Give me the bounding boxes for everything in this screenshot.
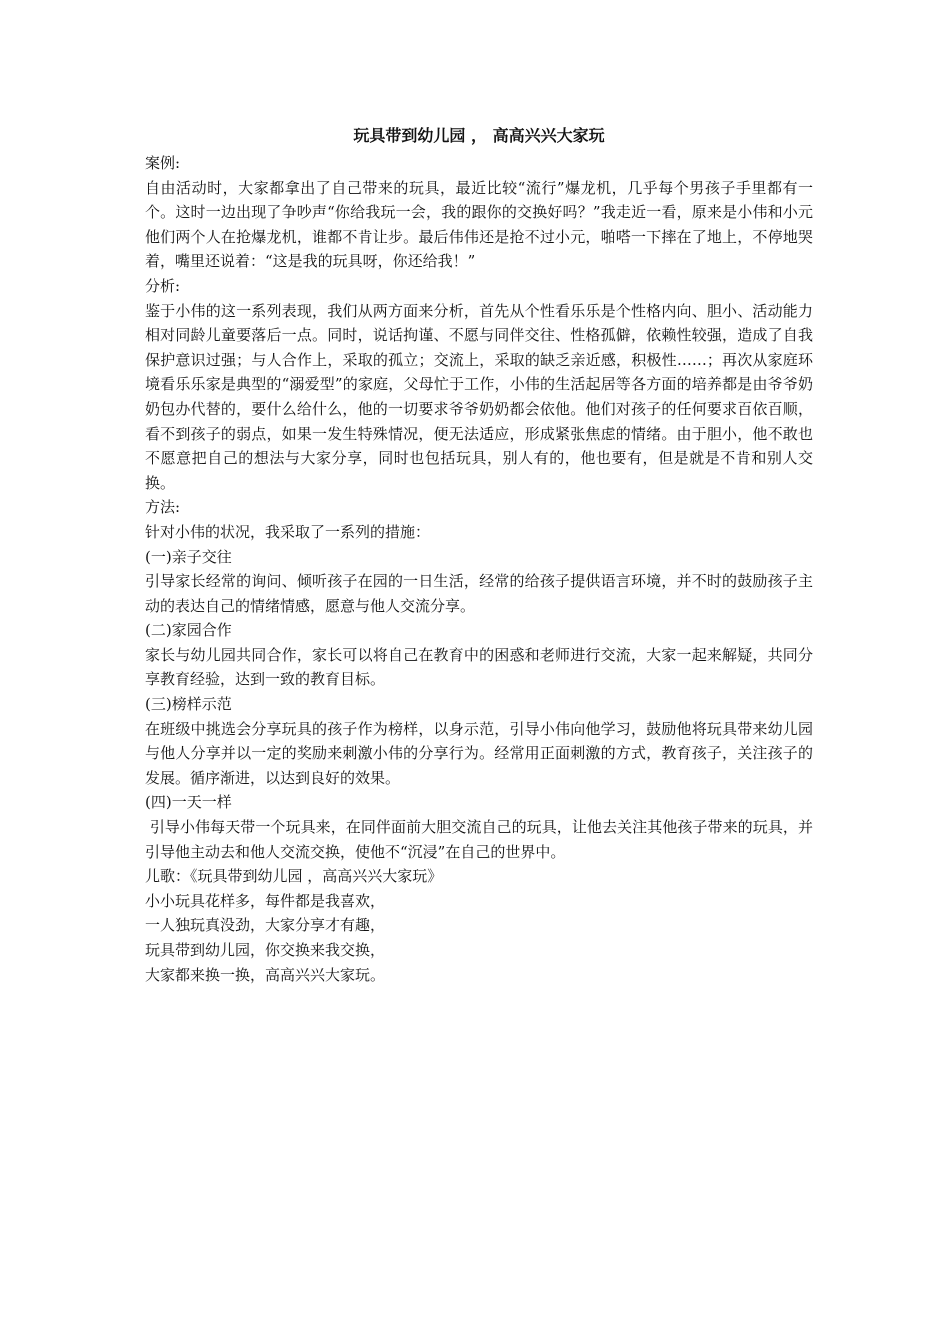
section-paragraph-4: 引导小伟每天带一个玩具来，在同伴面前大胆交流自己的玩具，让他去关注其他孩子带来的玩具，并引导他主动去和他人交流交换，使他不“沉浸”在自己的世界中。 [145,818,813,861]
section-heading-2: (二)家园合作 [145,621,232,640]
method-intro: 针对小伟的状况，我采取了一系列的措施： [145,522,431,541]
case-label: 案例: [145,154,181,172]
section-paragraph-1: 引导家长经常的询问、倾听孩子在园的一日生活，经常的给孩子提供语言环境，并不时的鼓励孩子主动的表达自己的情绪情感，愿意与他人交流分享。 [145,572,813,615]
case-paragraph: 自由活动时，大家都拿出了自己带来的玩具，最近比较“流行”爆龙机，几乎每个男孩子手里都有一个。这时一边出现了争吵声“你给我玩一会，我的跟你的交换好吗？”我走近一看，原来是小伟和小元他们两个人在抢爆龙机，谁都不肯让步。最后伟伟还是抢不过小元，啪嗒一下摔在了地上，不停地哭着，嘴里还说着：“这是我的玩具呀，你还给我！” [145,178,813,271]
section-heading-1: (一)亲子交往 [145,547,232,566]
section-heading-4: (四)一天一样 [145,793,232,812]
song-line: 一人独玩真没劲，大家分享才有趣， [145,916,386,935]
section-heading-3: (三)榜样示范 [145,695,232,714]
document-page [145,123,813,987]
song-label: 儿歌：《玩具带到幼儿园 ，高高兴兴大家玩》 [145,867,443,886]
section-paragraph-3: 在班级中挑选会分享玩具的孩子作为榜样，以身示范，引导小伟向他学习，鼓励他将玩具带来幼儿园与他人分享并以一定的奖励来刺激小伟的分享行为。经常用正面刺激的方式，教育孩子，关注孩子的发展。循序渐进，以达到良好的效果。 [145,719,813,787]
song-line: 大家都来换一换，高高兴兴大家玩。 [145,965,386,984]
section-paragraph-2: 家长与幼儿园共同合作，家长可以将自己在教育中的困惑和老师进行交流，大家一起来解疑，共同分享教育经验，达到一致的教育目标。 [145,645,813,689]
song-line: 小小玩具花样多，每件都是我喜欢， [145,891,386,910]
analysis-paragraph: 鉴于小伟的这一系列表现，我们从两方面来分析，首先从个性看乐乐是个性格内向、胆小、活动能力相对同龄儿童要落后一点。同时，说话拘谨、不愿与同伴交往、性格孤僻，依赖性较强，造成了自我保护意识过强；与人合作上，采取的孤立；交流上，采取的缺乏亲近感，积极性……；再次从家庭环境看乐乐家是典型的“溺爱型”的家庭，父母忙于工作，小伟的生活起居等各方面的培养都是由爷爷奶奶包办代替的，要什么给什么，他的一切要求爷爷奶奶都会依他。他们对孩子的任何要求百依百顺，看不到孩子的弱点，如果一发生特殊情况，便无法适应，形成紧张焦虑的情绪。由于胆小，他不敢也不愿意把自己的想法与大家分享，同时也包括玩具，别人有的，他也要有，但是就是不肯和别人交换。 [145,301,813,492]
analysis-label: 分析: [145,276,181,295]
song-line: 玩具带到幼儿园，你交换来我交换， [145,941,386,959]
method-label: 方法: [145,498,181,517]
document-title: 玩具带到幼儿园 ， 高高兴兴大家玩 [353,126,605,145]
